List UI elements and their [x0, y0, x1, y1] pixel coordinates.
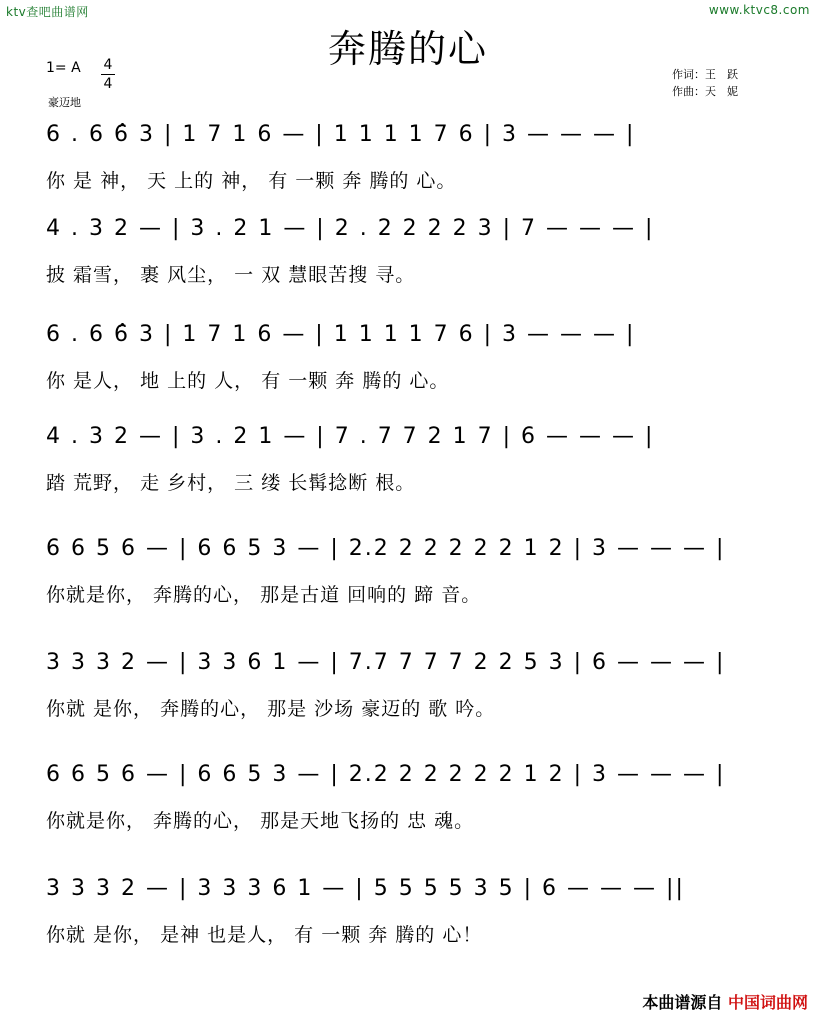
meter-line: [101, 74, 115, 75]
composer: 作曲：天 妮: [672, 85, 738, 98]
tempo-marking: 豪迈地: [48, 96, 81, 109]
score-row-7: [0, 762, 816, 842]
notes: 3 3 3 2 — | 3 3 3 6 1 — | 5 5 5 5 3 5 | 6 — — — ||: [46, 876, 685, 901]
watermark-left: ktv查吧曲谱网: [6, 5, 89, 19]
credits: [672, 66, 738, 100]
notes: 6 . 6 6̂ 3 | 1 7 1 6 — | 1 1 1 1 7 6 | 3 — — — |: [46, 322, 636, 347]
lyrics: 披 霜雪， 裹 风尘， 一 双 慧眼苦搜 寻。: [46, 264, 416, 286]
song-title: 奔腾的心: [327, 27, 488, 71]
meter-top: 4: [103, 57, 113, 73]
watermark-right: www.ktvc8.com: [708, 3, 810, 17]
lyrics: 你就 是你， 是神 也是人， 有 一颗 奔 腾的 心！: [46, 924, 483, 946]
score-row-4: [0, 424, 816, 504]
footer-source-label: 本曲谱源自: [642, 993, 723, 1012]
time-signature: [101, 58, 115, 91]
notes: 6 . 6 6̂ 3 | 1 7 1 6 — | 1 1 1 1 7 6 | 3 — — — |: [46, 122, 636, 147]
lyrics: 你就是你， 奔腾的心， 那是古道 回响的 蹄 音。: [46, 584, 482, 606]
notes: 3 3 3 2 — | 3 3 6 1 — | 7.7 7 7 7 2 2 5 3 | 6 — — — |: [46, 650, 726, 675]
lyrics: 你 是人， 地 上的 人， 有 一颗 奔 腾的 心。: [46, 370, 450, 392]
score-row-2: [0, 216, 816, 296]
lyrics: 踏 荒野， 走 乡村， 三 缕 长髯捻断 根。: [46, 472, 416, 494]
key-signature: 1= A: [46, 60, 81, 76]
score-row-6: [0, 650, 816, 730]
lyrics: 你就是你， 奔腾的心， 那是天地飞扬的 忠 魂。: [46, 810, 475, 832]
score-row-1: [0, 122, 816, 202]
lyrics: 你就 是你， 奔腾的心， 那是 沙场 豪迈的 歌 吟。: [46, 698, 496, 720]
score-row-5: [0, 536, 816, 616]
score-row-8: [0, 876, 816, 956]
footer-source: [642, 990, 808, 1013]
meter-bottom: 4: [103, 76, 113, 92]
notes: 6 6 5 6 — | 6 6 5 3 — | 2.2 2 2 2 2 2 1 2 | 3 — — — |: [46, 762, 726, 787]
notes: 4 . 3 2 — | 3 . 2 1 — | 2 . 2 2 2 2 3 | 7 — — — |: [46, 216, 655, 241]
lyrics: 你 是 神， 天 上的 神， 有 一颗 奔 腾的 心。: [46, 170, 457, 192]
footer-source-site: 中国词曲网: [727, 993, 808, 1012]
score-row-3: [0, 322, 816, 402]
lyricist: 作词：王 跃: [672, 68, 738, 81]
notes: 4 . 3 2 — | 3 . 2 1 — | 7 . 7 7 2 1 7 | 6 — — — |: [46, 424, 655, 449]
notes: 6 6 5 6 — | 6 6 5 3 — | 2.2 2 2 2 2 2 1 2 | 3 — — — |: [46, 536, 726, 561]
